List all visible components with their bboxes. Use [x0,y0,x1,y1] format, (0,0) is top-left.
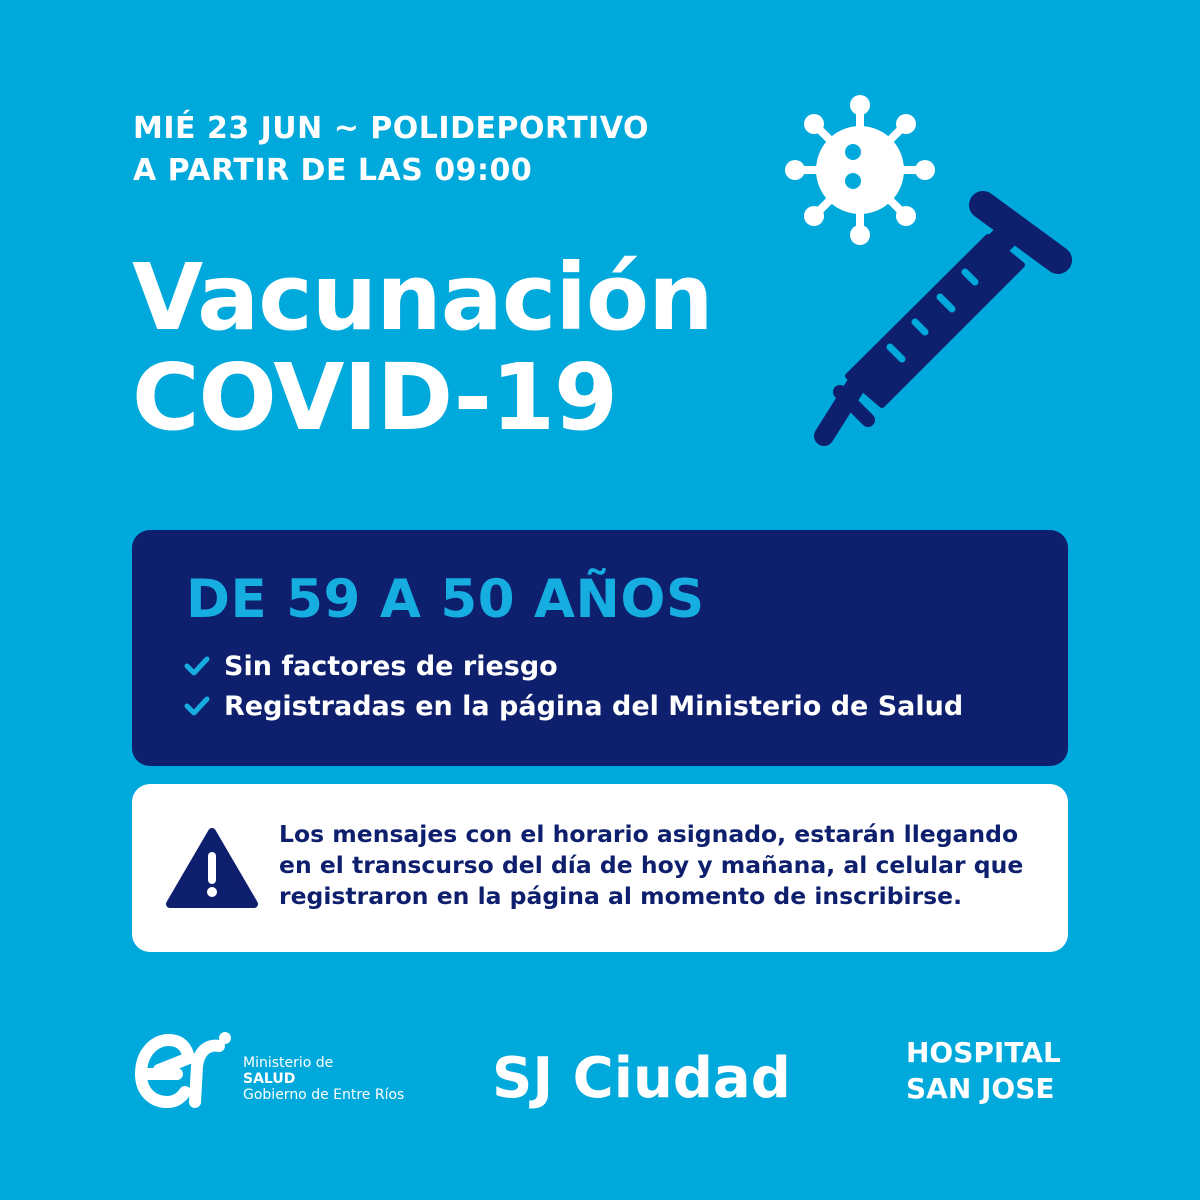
ministry-line-2: SALUD [243,1071,296,1087]
check-icon [182,654,212,678]
requirement-text: Registradas en la página del Ministerio de Salud [224,690,964,722]
notice-line: registraron en la página al momento de inscribirse. [279,882,963,910]
hospital-line-2: SAN JOSE [906,1072,1055,1105]
page-title [132,244,713,451]
check-icon [182,694,212,718]
er-logo-icon [133,1030,233,1110]
age-group-title: DE 59 A 50 AÑOS [186,569,705,630]
event-date-location: MIÉ 23 JUN ~ POLIDEPORTIVO [133,111,650,146]
requirements-list [182,646,963,726]
ministry-line-1: Ministerio de [243,1055,334,1071]
list-item [182,686,963,726]
notice-text [279,819,1023,912]
notice-card [132,784,1068,952]
syringe-icon [800,180,1090,470]
ministry-logo-text [243,1055,404,1103]
title-line-2: COVID-19 [132,344,617,451]
warning-triangle-icon [166,826,258,910]
requirement-text: Sin factores de riesgo [224,650,558,682]
age-group-card [132,530,1068,766]
list-item [182,646,963,686]
ministry-line-3: Gobierno de Entre Ríos [243,1087,405,1103]
hospital-logo [906,1035,1061,1107]
city-logo: SJ Ciudad [492,1046,791,1111]
event-info [133,108,649,192]
title-line-1: Vacunación [132,244,713,351]
event-time: A PARTIR DE LAS 09:00 [133,153,533,188]
notice-line: Los mensajes con el horario asignado, estarán llegando [279,820,1019,848]
notice-line: en el transcurso del día de hoy y mañana, al celular que [279,851,1024,879]
hospital-line-1: HOSPITAL [906,1036,1061,1069]
